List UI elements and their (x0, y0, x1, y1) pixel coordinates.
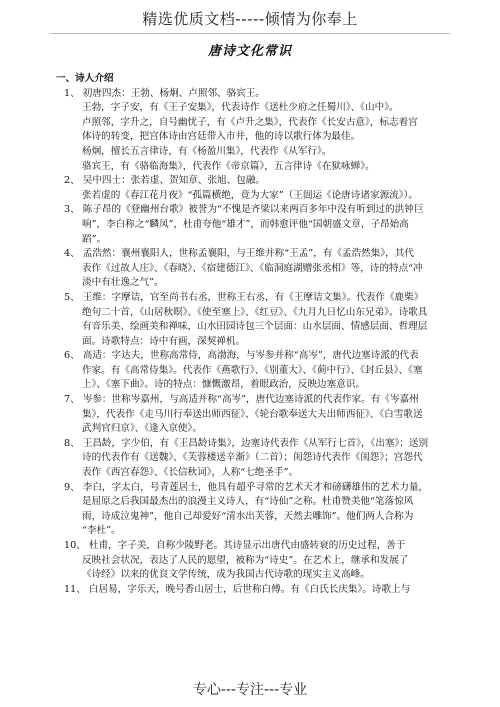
item-10-line: 《诗经》以来的优良文学传统，成为我国古代诗歌的现实主义高峰。 (82, 569, 370, 581)
poet-luzhaolin: 卢照邻，字升之，自号幽忧子，有《卢升之集》，代表作《长安古意》，标志着宫 (82, 116, 418, 128)
item-6-line: 上》、《塞下曲》。诗的特点：慷慨激昂，着眼政治，反映边塞意识。 (82, 379, 366, 391)
item-5-line: 面。诗歌特点：诗中有画，深契禅机。 (82, 335, 246, 347)
item-8-line: 表作《西宫春怨》、《长信秋词》，人称“七绝圣手”。 (82, 467, 299, 479)
item-5-line: 5、 王维：字摩诘，官至尚书右丞，世称王右丞，有《王摩诘文集》。代表作《鹿柴》 (64, 291, 424, 303)
item-1-heading: 1、 初唐四杰：王勃、杨炯、卢照邻、骆宾王。 (64, 87, 266, 99)
poet-luzhaolin-cont: 体诗的转变，把宫体诗由宫廷带入市井，他的诗以歌行体为最佳。 (82, 131, 361, 143)
poet-yangjiong: 杨炯，擅长五言律诗，有《杨盈川集》，代表作《从军行》。 (82, 145, 332, 157)
document-title: 唐诗文化常识 (207, 44, 292, 59)
item-3-line: 蹈”。 (82, 233, 107, 245)
item-9-line: “李杜”。 (82, 525, 121, 537)
item-2-detail: 张若虚的《春江花月夜》“孤篇横绝，竟为大家”（王闿运《论唐诗诸家源流》）。 (82, 189, 418, 201)
item-10-line: 反映社会状况，表达了人民的愿望，被称为“诗史”。在艺术上，继承和发展了 (82, 554, 409, 566)
item-8-line: 诗的代表作有《送魏》、《芙蓉楼送辛渐》（二首）；闺怨诗代表作《闺怨》；宫怨代 (82, 452, 423, 464)
item-9-line: 雨，诗成泣鬼神”，他自己却爱好“清水出芙蓉，天然去雕饰”。他们两人合称为 (82, 510, 414, 522)
item-11-line: 11、 白居易，字乐天，晚号香山居士，后世称白傅。有《白氏长庆集》。诗歌上与 (64, 583, 411, 595)
item-9-line: 9、 李白，字太白，号青莲居士，他具有超乎寻常的艺术天才和磅礴雄伟的艺术力量， (64, 481, 429, 493)
item-7-line: 集》，代表作《走马川行奉送出师西征》、《轮台歌奉送大夫出师西征》、《白雪歌送 (82, 408, 423, 420)
item-5-line: 有音乐美、绘画美和禅味，山水田园诗包三个层面：山水层面、情感层面、哲理层 (82, 321, 428, 333)
item-7-line: 7、 岑参：世称岑嘉州，与高适并称“高岑”，唐代边塞诗派的代表作家。有《岑嘉州 (64, 394, 419, 406)
item-7-line: 武判官归京》、《逢入京使》。 (82, 423, 202, 435)
item-3-line: 响”，李白称之“麟凤”，杜甫夸他“雄才”，而韩愈评他“国朝盛文章，子昂始高 (82, 218, 409, 230)
page-header: 精选优质文档-----倾情为你奉上 (142, 10, 358, 28)
item-5-line: 绝句二十首，《山居秋暝》、《使至塞上》、《红豆》、《九月九日忆山东兄弟》。诗歌具 (82, 306, 428, 318)
poet-wangbo: 王勃，字子安，有《王子安集》，代表诗作《送杜少府之任蜀川》、《山中》。 (82, 102, 399, 114)
item-6-line: 6、 高适：字达夫，世称高常侍，高渤海，与岑参并称“高岑”，唐代边塞诗派的代表 (64, 350, 419, 362)
item-2-heading: 2、 吴中四士：张若虚、贺知章、张旭、包融。 (64, 175, 266, 187)
page-footer: 专心---专注---专业 (192, 682, 308, 698)
item-6-line: 作家。有《高常侍集》。代表作《燕歌行》、《别董大》、《蓟中行》、《封丘县》、《塞 (82, 364, 423, 376)
section-heading: 一、诗人介绍 (56, 73, 114, 84)
item-9-line: 是屈原之后我国最杰出的浪漫主义诗人，有“诗仙”之称。杜甫赞美他“笔落惊风 (82, 496, 414, 508)
item-4-line: 淡中有壮逸之气”。 (82, 277, 164, 289)
header-divider (50, 33, 450, 34)
item-8-line: 8、 王昌龄，字少伯，有《王昌龄诗集》，边塞诗代表作《从军行七首》，《出塞》；送别 (64, 437, 429, 449)
poet-luobinwang: 骆宾王，有《骆临海集》，代表作《帝京篇》，五言律诗《在狱咏蝉》。 (82, 160, 375, 172)
item-10-line: 10、 杜甫，字子美，自称少陵野老。其诗显示出唐代由盛转衰的历史过程，善于 (64, 540, 406, 551)
item-3-line: 3、 陈子昂的《登幽州台歌》被誉为“不愧是齐梁以来两百多年中没有听到过的洪钟巨 (64, 204, 424, 216)
item-4-line: 表作《过故人庄》、《春晓》、《宿建德江》、《临洞庭湖赠张丞相》等，诗的特点“冲 (82, 262, 423, 274)
item-4-line: 4、 孟浩然：襄州襄阳人，世称孟襄阳，与王维并称“王孟”，有《孟浩然集》，其代 (64, 248, 414, 260)
document-body (56, 72, 452, 597)
